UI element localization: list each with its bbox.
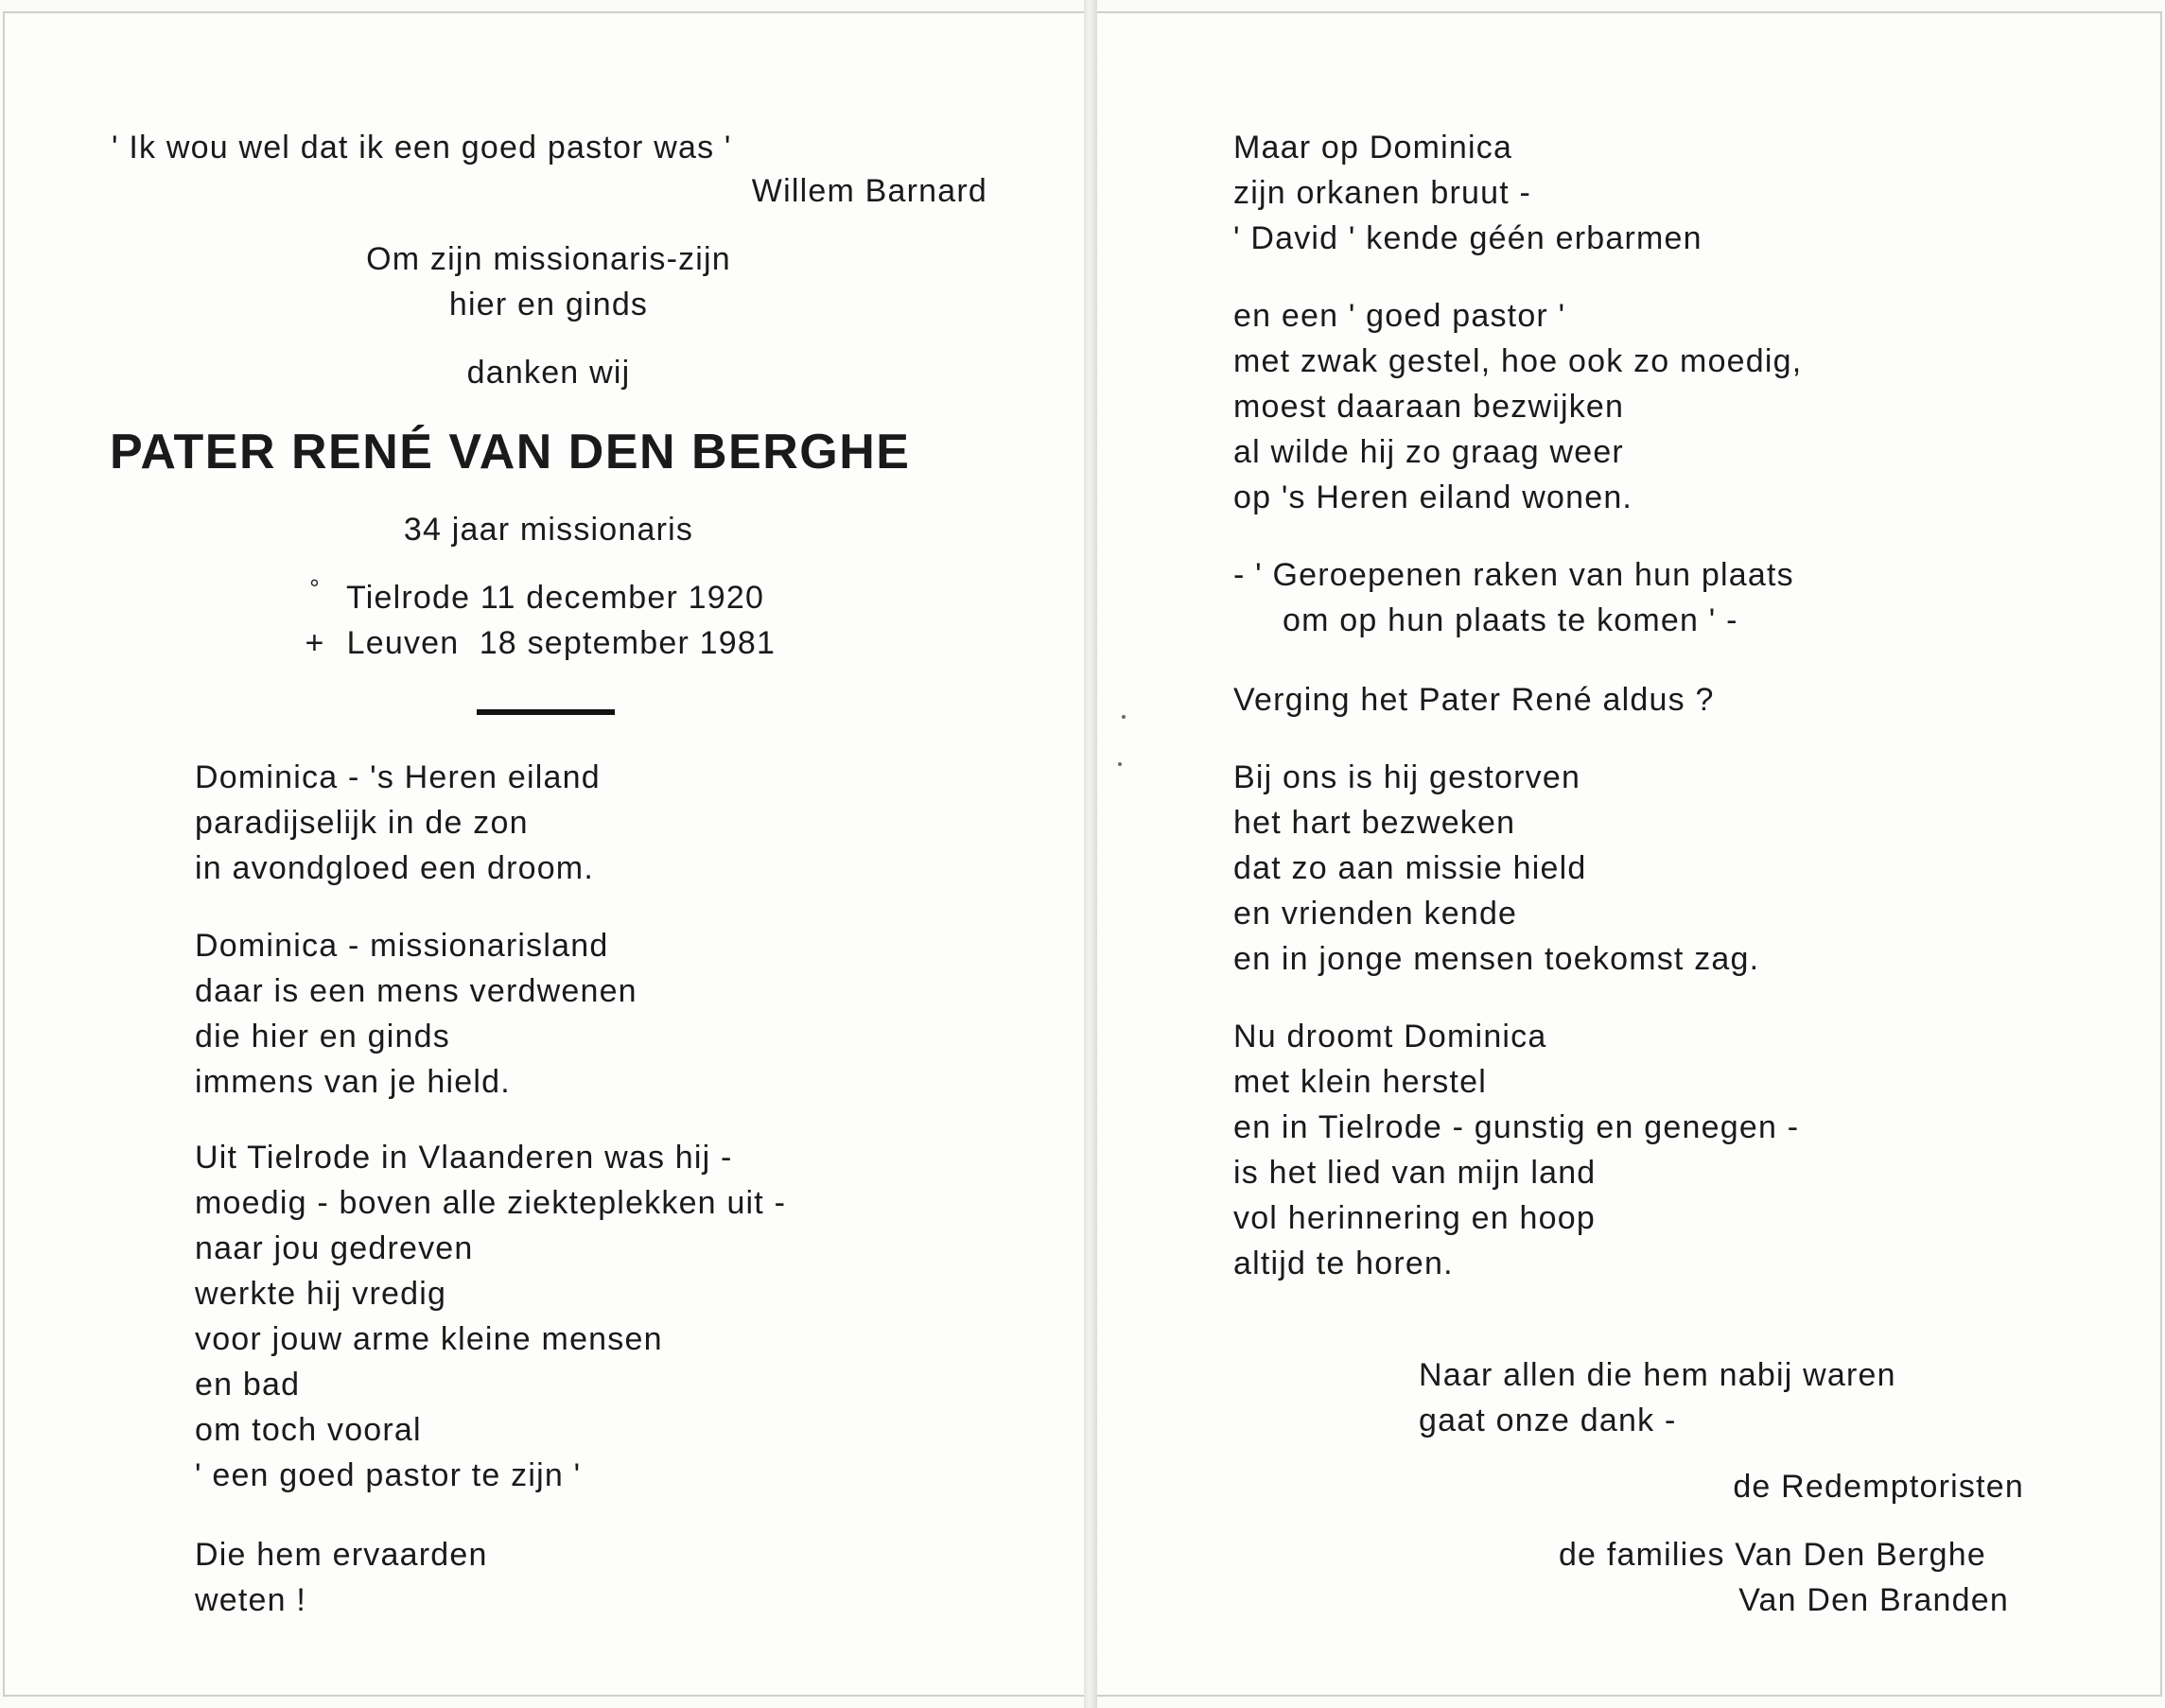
poem-line: met klein herstel	[1233, 1064, 1487, 1100]
poem-line: en in jonge mensen toekomst zag.	[1233, 941, 1760, 977]
intro-lines	[284, 236, 813, 327]
card-fold	[1084, 0, 1097, 1708]
closing-thanks	[1419, 1352, 1896, 1443]
left-stanza-3	[195, 1135, 786, 1498]
closing-line: Naar allen die hem nabij waren	[1419, 1357, 1896, 1393]
closing-line: gaat onze dank -	[1419, 1403, 1677, 1438]
birth-line	[293, 575, 764, 622]
right-stanza-3	[1233, 552, 1794, 643]
poem-line: is het lied van mijn land	[1233, 1155, 1597, 1191]
poem-line: Nu droomt Dominica	[1233, 1019, 1547, 1054]
poem-line: Dominica - missionarisland	[195, 928, 609, 964]
poem-line: en vrienden kende	[1233, 896, 1518, 932]
birth-day: 11	[480, 580, 516, 616]
death-day: 18	[479, 625, 517, 661]
death-place: Leuven	[346, 625, 460, 661]
poem-line: en bad	[195, 1367, 301, 1403]
poem-line: Dominica - 's Heren eiland	[195, 759, 601, 795]
poem-line: Verging het Pater René aldus ?	[1233, 682, 1715, 718]
fold-speck	[1118, 762, 1122, 766]
poem-line: ' David ' kende géén erbarmen	[1233, 220, 1702, 256]
right-stanza-1	[1233, 125, 1702, 261]
death-symbol: +	[305, 625, 325, 661]
poem-line: op 's Heren eiland wonen.	[1233, 479, 1633, 515]
poem-line: Die hem ervaarden	[195, 1537, 488, 1573]
poem-line: daar is een mens verdwenen	[195, 973, 637, 1009]
poem-line: naar jou gedreven	[195, 1230, 474, 1266]
left-stanza-2	[195, 923, 637, 1105]
quote-author: Willem Barnard	[751, 173, 987, 209]
divider-rule	[477, 709, 615, 715]
poem-line: paradijselijk in de zon	[195, 805, 529, 841]
intro-line: hier en ginds	[448, 287, 649, 322]
poem-line: in avondgloed een droom.	[195, 850, 594, 886]
poem-line: om toch vooral	[195, 1412, 422, 1448]
intro-line: Om zijn missionaris-zijn	[366, 241, 731, 277]
signature-families: de families Van Den Berghe	[1558, 1537, 1986, 1573]
deceased-name: PATER RENÉ VAN DEN BERGHE	[110, 425, 911, 479]
right-stanza-6	[1233, 1014, 1799, 1286]
poem-line: vol herinnering en hoop	[1233, 1200, 1596, 1236]
poem-line: werkte hij vredig	[195, 1276, 447, 1312]
poem-line: die hier en ginds	[195, 1019, 450, 1054]
poem-line: al wilde hij zo graag weer	[1233, 434, 1624, 470]
signature-order: de Redemptoristen	[1733, 1469, 2024, 1505]
death-month-year: september 1981	[527, 625, 777, 661]
poem-line: moedig - boven alle ziekteplekken uit -	[195, 1185, 787, 1221]
right-stanza-2	[1233, 293, 1802, 520]
poem-line: ' een goed pastor te zijn '	[195, 1457, 582, 1493]
poem-line: Maar op Dominica	[1233, 130, 1513, 166]
opening-quote: ' Ik wou wel dat ik een goed pastor was '	[112, 130, 732, 166]
poem-line: dat zo aan missie hield	[1233, 850, 1587, 886]
right-stanza-4	[1233, 677, 1715, 723]
right-stanza-5	[1233, 755, 1759, 982]
poem-line: - ' Geroepenen raken van hun plaats	[1233, 557, 1794, 593]
birth-month-year: december 1920	[526, 580, 765, 616]
poem-line: het hart bezweken	[1233, 805, 1516, 841]
left-stanza-1	[195, 755, 601, 891]
poem-line: en een ' goed pastor '	[1233, 298, 1566, 334]
signature-families-2: Van Den Branden	[1738, 1582, 2009, 1618]
poem-line: en in Tielrode - gunstig en genegen -	[1233, 1109, 1800, 1145]
birth-place: Tielrode	[346, 580, 471, 616]
death-line	[293, 620, 776, 666]
poem-line: Uit Tielrode in Vlaanderen was hij -	[195, 1140, 733, 1176]
poem-line: om op hun plaats te komen ' -	[1283, 602, 1738, 638]
poem-line: met zwak gestel, hoe ook zo moedig,	[1233, 343, 1803, 379]
birth-symbol: °	[309, 574, 321, 602]
poem-line: weten !	[195, 1582, 307, 1618]
poem-line: zijn orkanen bruut -	[1233, 175, 1532, 211]
fold-speck	[1122, 715, 1126, 719]
poem-line: moest daaraan bezwijken	[1233, 389, 1625, 425]
years-of-mission: 34 jaar missionaris	[403, 512, 694, 548]
poem-line: altijd te horen.	[1233, 1246, 1454, 1281]
poem-line: Bij ons is hij gestorven	[1233, 759, 1581, 795]
left-stanza-4	[195, 1532, 488, 1623]
thanks-line: danken wij	[466, 355, 631, 391]
poem-line: immens van je hield.	[195, 1064, 511, 1100]
poem-line: voor jouw arme kleine mensen	[195, 1321, 663, 1357]
